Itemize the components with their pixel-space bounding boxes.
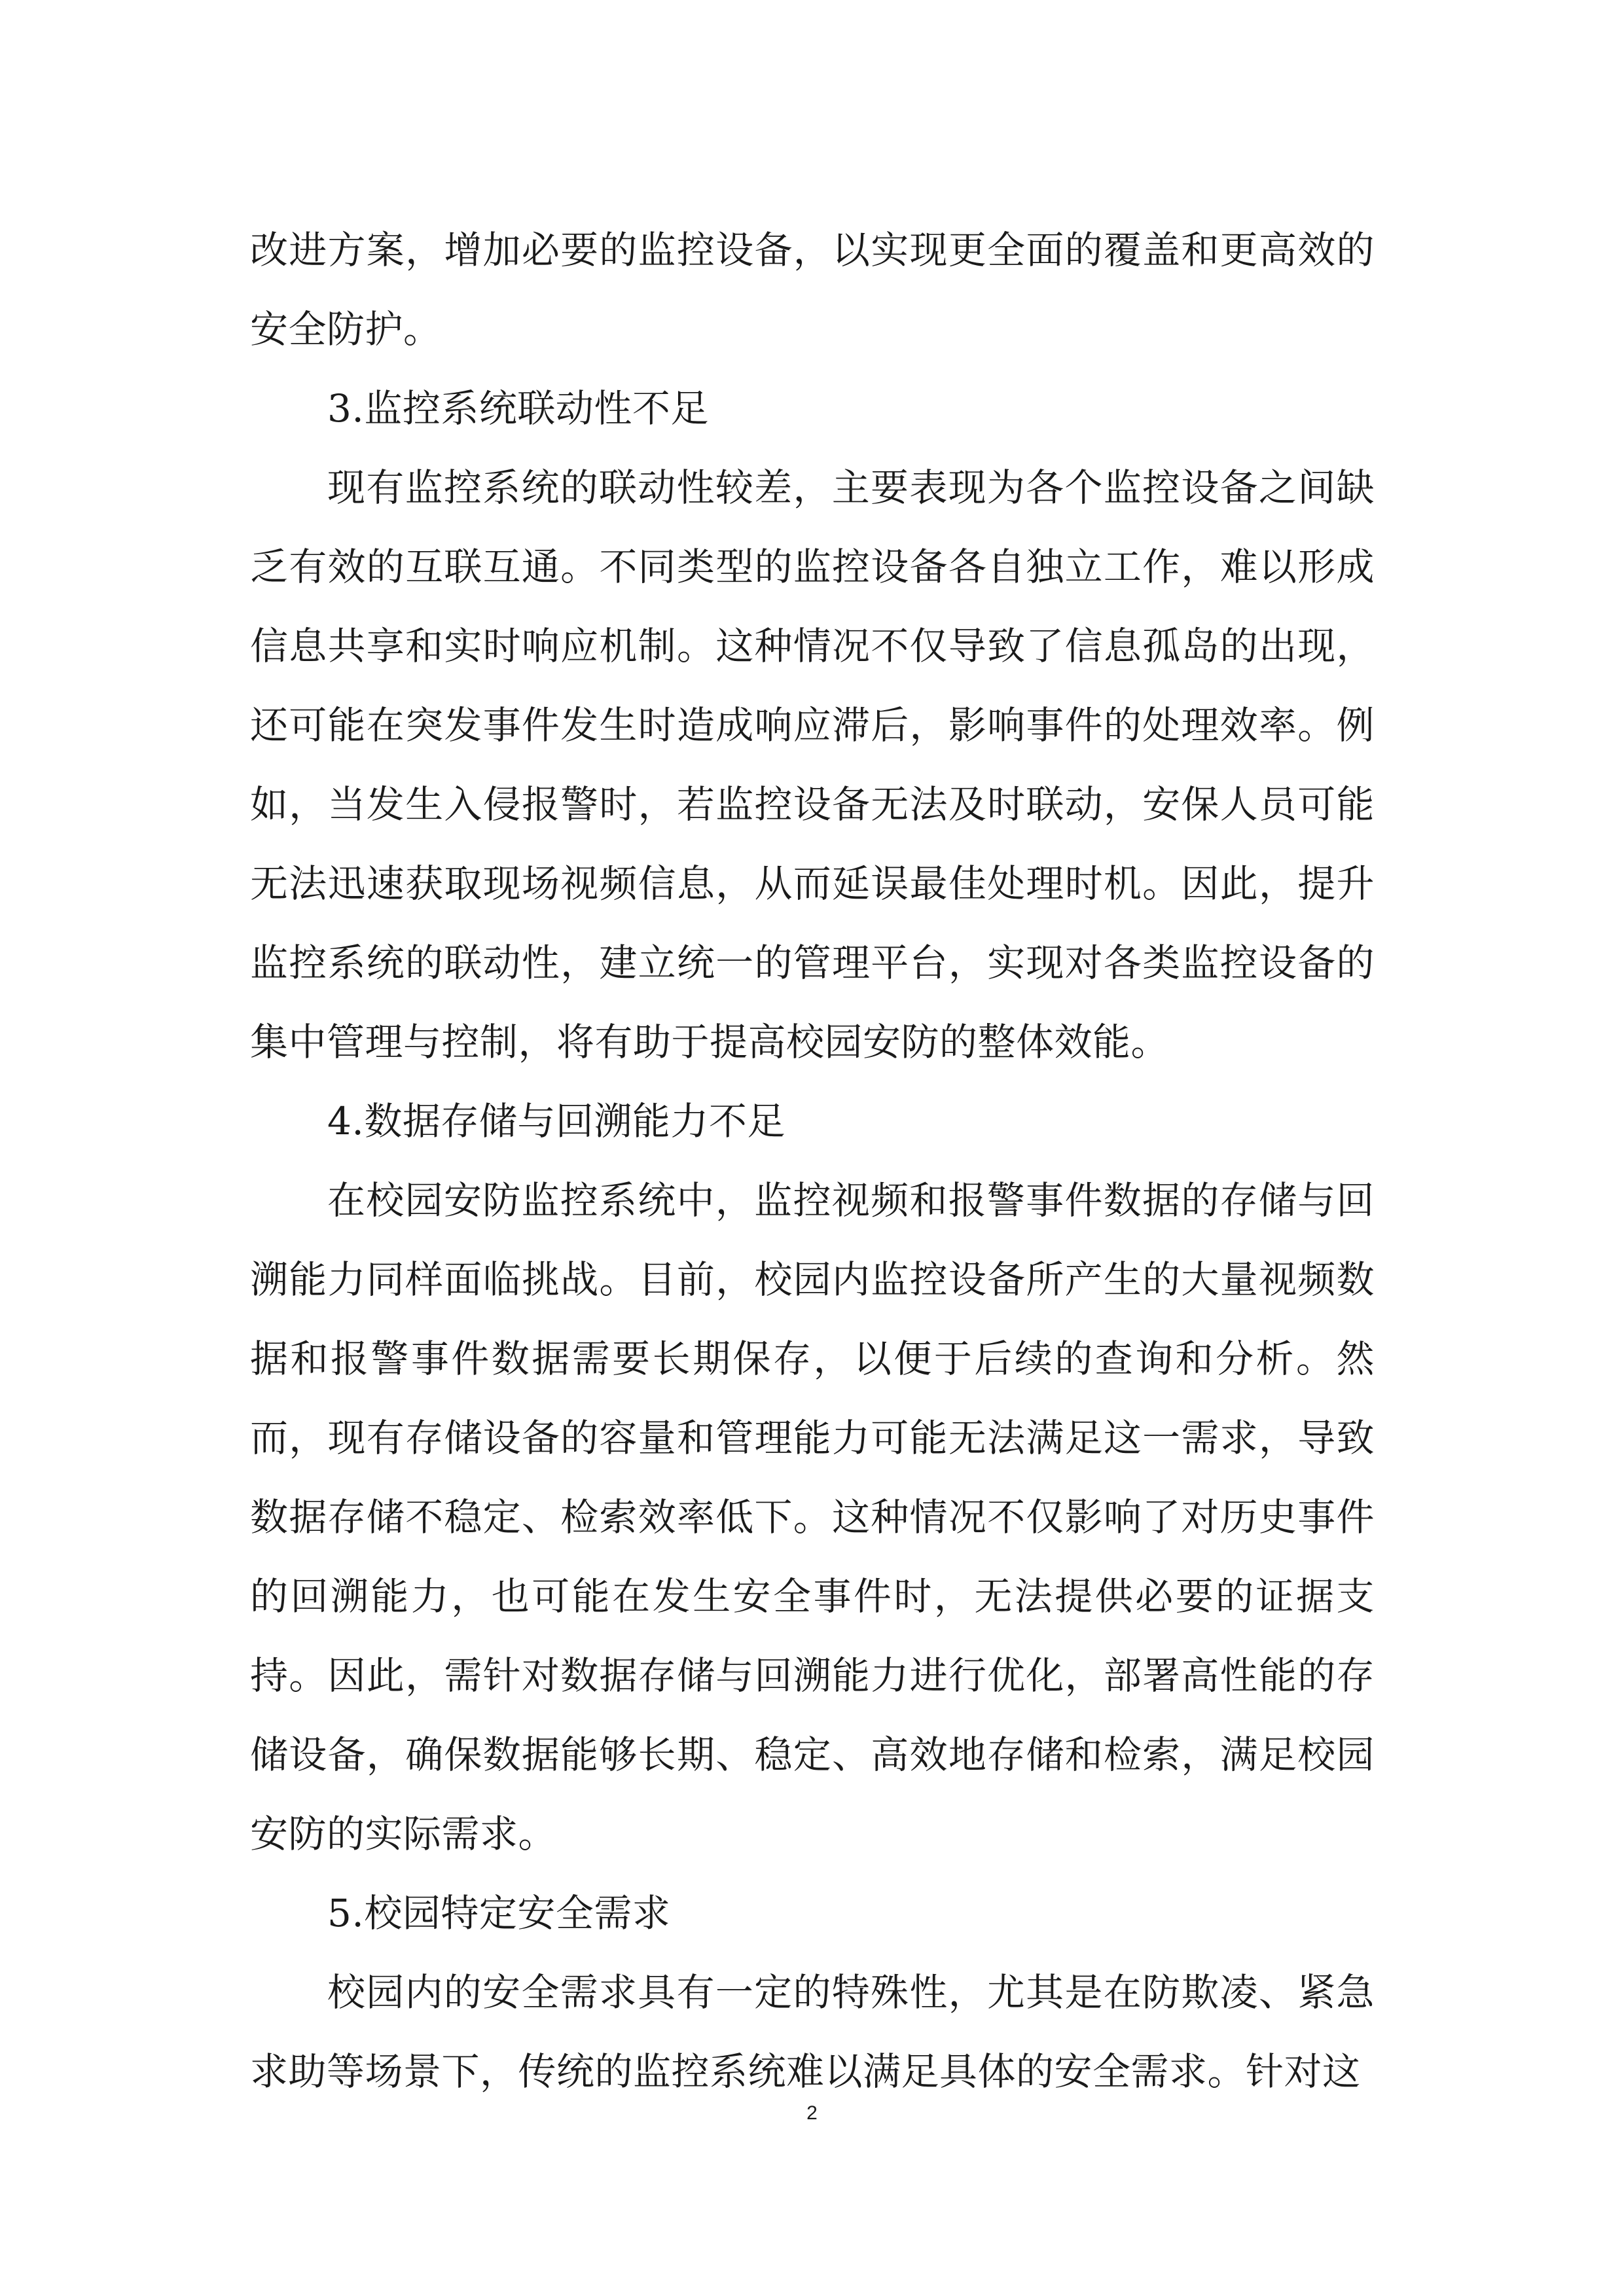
paragraph-storage: 在校园安防监控系统中，监控视频和报警事件数据的存储与回溯能力同样面临挑战。目前，校园内监控设备所产生的大量视频数据和报警事件数据需要长期保存，以便于后续的查询和分析。然而，现有存储设备的容量和管理能力可能无法满足这一需求，导致数据存储不稳定、检索效率低下。这种情况不仅影响了对历史事件的回溯能力，也可能在发生安全事件时，无法提供必要的证据支持。因此，需针对数据存储与回溯能力进行优化，部署高性能的存储设备，确保数据能够长期、稳定、高效地存储和检索，满足校园安防的实际需求。 bbox=[250, 1178, 1375, 1856]
paragraph-campus-needs: 校园内的安全需求具有一定的特殊性，尤其是在防欺凌、紧急求助等场景下，传统的监控系统难以满足具体的安全需求。针对这 bbox=[250, 1970, 1375, 2094]
paragraph-linkage: 现有监控系统的联动性较差，主要表现为各个监控设备之间缺乏有效的互联互通。不同类型的监控设备各自独立工作，难以形成信息共享和实时响应机制。这种情况不仅导致了信息孤岛的出现，还可能在突发事件发生时造成响应滞后，影响事件的处理效率。例如，当发生入侵报警时，若监控设备无法及时联动，安保人员可能无法迅速获取现场视频信息，从而延误最佳处理时机。因此，提升监控系统的联动性，建立统一的管理平台，实现对各类监控设备的集中管理与控制，将有助于提高校园安防的整体效能。 bbox=[250, 465, 1375, 1064]
page-number: 2 bbox=[806, 2102, 818, 2124]
section-heading-4: 4.数据存储与回溯能力不足 bbox=[327, 1099, 785, 1143]
paragraph-continuation: 改进方案，增加必要的监控设备，以实现更全面的覆盖和更高效的安全防护。 bbox=[250, 228, 1375, 351]
document-body bbox=[250, 211, 1375, 2111]
section-heading-5: 5.校园特定安全需求 bbox=[327, 1891, 671, 1935]
section-heading-3: 3.监控系统联动性不足 bbox=[327, 386, 709, 431]
